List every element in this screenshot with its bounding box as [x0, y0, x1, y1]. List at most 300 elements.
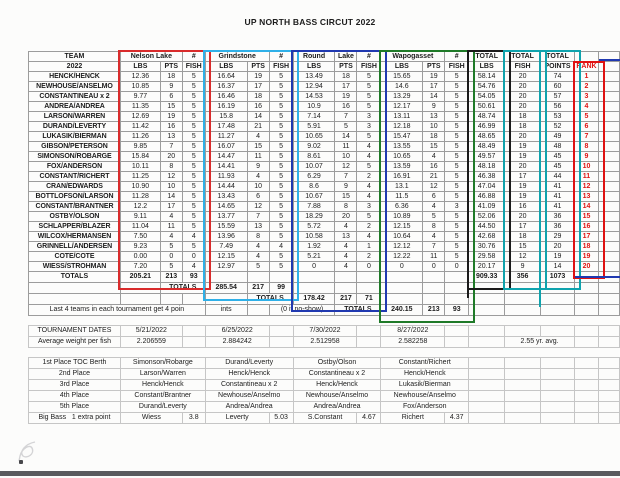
stat-cell: 5 [445, 152, 469, 162]
rank-cell: 18 [575, 242, 599, 252]
stat-cell: 41 [541, 192, 575, 202]
big-bass-name-round: S.Constant [293, 413, 357, 424]
team-name-cell: WIESS/STROHMAN [29, 262, 121, 272]
stat-cell: 7.49 [205, 242, 247, 252]
stat-cell: 16.91 [381, 172, 423, 182]
place-team: Lukasik/Bierman [381, 380, 469, 391]
place-team: Constantineau x 2 [205, 380, 293, 391]
stat-cell: 14.53 [293, 92, 335, 102]
stat-cell: 19 [423, 72, 445, 82]
stat-cell: 52 [541, 122, 575, 132]
total-points-header-1: TOTAL [541, 52, 575, 62]
stat-cell: 5 [445, 252, 469, 262]
rank-cell: 7 [575, 132, 599, 142]
stat-cell: 4 [357, 182, 381, 192]
stat-cell: 36 [541, 212, 575, 222]
round-header: Round [293, 52, 335, 62]
stat-cell: 18 [505, 232, 541, 242]
stat-cell: 16.64 [205, 72, 247, 82]
spacer-cell [598, 413, 619, 424]
stat-cell: 21 [423, 172, 445, 182]
year-header: 2022 [29, 62, 121, 72]
team-row [29, 252, 620, 262]
team-name-cell: SCHLAPPER/BLAZER [29, 222, 121, 232]
stat-cell: 15 [335, 192, 357, 202]
totals-label: TOTALS [29, 272, 121, 283]
empty-cell [541, 402, 575, 413]
stat-cell: 5 [182, 192, 205, 202]
stat-cell: 17 [505, 172, 541, 182]
round-total-fish: 71 [357, 294, 381, 305]
team-row [29, 242, 620, 252]
stat-cell: 12.15 [205, 252, 247, 262]
team-row [29, 122, 620, 132]
stat-cell: 8 [423, 222, 445, 232]
stat-cell: 20 [505, 132, 541, 142]
grindstone-header: Grindstone [205, 52, 269, 62]
round-lake-header: Lake [335, 52, 357, 62]
stat-cell: 5 [182, 202, 205, 212]
stat-cell: 15.59 [205, 222, 247, 232]
team-row [29, 182, 620, 192]
stat-cell: 41 [541, 182, 575, 192]
team-name-cell: CONSTANT/BRANTNER [29, 202, 121, 212]
stat-cell: 20 [505, 72, 541, 82]
place-label: 3rd Place [29, 380, 121, 391]
round-fish-header: FISH [357, 62, 381, 72]
stat-cell: 4 [247, 252, 269, 262]
rank-cell: 4 [575, 102, 599, 112]
grindstone-total-fish: 99 [269, 283, 293, 294]
nelson-total-fish: 93 [182, 272, 205, 283]
stat-cell: 17 [247, 82, 269, 92]
stat-cell: 5 [423, 212, 445, 222]
stat-cell: 16 [505, 202, 541, 212]
stat-cell: 5 [182, 112, 205, 122]
grindstone-totals-row [29, 283, 620, 294]
place-team: Durand/Leverty [120, 402, 205, 413]
stat-cell: 48.18 [469, 162, 505, 172]
stat-cell: 5 [445, 242, 469, 252]
spacer-cell [598, 326, 619, 337]
stat-cell: 5 [182, 142, 205, 152]
nelson-lake-header: Nelson Lake [120, 52, 182, 62]
stat-cell: 5 [269, 92, 293, 102]
stat-cell: 15 [423, 142, 445, 152]
stat-cell: 13 [160, 132, 182, 142]
stat-cell: 5 [269, 132, 293, 142]
team-name-cell: CONSTANTINEAU x 2 [29, 92, 121, 102]
spacer-cell [598, 222, 619, 232]
stat-cell: 4 [423, 232, 445, 242]
big-bass-weight-round: 4.67 [357, 413, 381, 424]
stat-cell: 10.11 [120, 162, 160, 172]
team-row [29, 132, 620, 142]
date-grindstone: 6/25/2022 [205, 326, 269, 337]
spacer-cell [598, 337, 619, 348]
rank-cell: 16 [575, 222, 599, 232]
place-team: Henck/Henck [381, 369, 469, 380]
total-fish-header-2: FISH [505, 62, 541, 72]
round-totals-row [29, 294, 620, 305]
stat-cell: 19 [541, 252, 575, 262]
grindstone-lbs-header: LBS [205, 62, 247, 72]
stat-cell: 16.37 [205, 82, 247, 92]
team-header: TEAM [29, 52, 121, 62]
stat-cell: 11.5 [381, 192, 423, 202]
stat-cell: 11.04 [120, 222, 160, 232]
rank-empty-cell [575, 358, 599, 369]
place-label: 1st Place TOC Berth [29, 358, 121, 369]
round-total-pts: 217 [335, 294, 357, 305]
place-team: Simonson/Robarge [120, 358, 205, 369]
stat-cell: 5 [357, 72, 381, 82]
stat-cell: 4 [423, 152, 445, 162]
empty-cell [469, 391, 505, 402]
stat-cell: 10.65 [293, 132, 335, 142]
spacer-cell [598, 132, 619, 142]
rank-cell: 11 [575, 172, 599, 182]
rank-cell: 9 [575, 152, 599, 162]
stat-cell: 12 [160, 172, 182, 182]
stat-cell: 7.20 [120, 262, 160, 272]
place-team: Newhouse/Anselmo [381, 391, 469, 402]
stat-cell: 5 [269, 172, 293, 182]
spacer-cell [598, 391, 619, 402]
stat-cell: 5 [357, 212, 381, 222]
spacer-cell [598, 380, 619, 391]
stat-cell: 20 [335, 212, 357, 222]
stat-cell: 10.07 [293, 162, 335, 172]
stat-cell: 5 [269, 82, 293, 92]
stat-cell: 4 [269, 242, 293, 252]
stat-cell: 10.64 [381, 232, 423, 242]
stat-cell: 14 [541, 262, 575, 272]
spacer-cell [598, 242, 619, 252]
stat-cell: 13.77 [205, 212, 247, 222]
stat-cell: 10.89 [381, 212, 423, 222]
team-row [29, 72, 620, 82]
stat-cell: 10 [160, 182, 182, 192]
stat-cell: 5 [269, 72, 293, 82]
stat-cell: 48.49 [469, 142, 505, 152]
stat-cell: 5 [269, 252, 293, 262]
stat-cell: 18 [505, 112, 541, 122]
team-row [29, 192, 620, 202]
stat-cell: 19 [505, 152, 541, 162]
stat-cell: 16 [247, 102, 269, 112]
stat-cell: 48.74 [469, 112, 505, 122]
spacer-cell [598, 162, 619, 172]
stat-cell: 45 [541, 152, 575, 162]
team-row [29, 162, 620, 172]
team-row [29, 202, 620, 212]
round-lbs-header: LBS [293, 62, 335, 72]
stat-cell: 5 [445, 222, 469, 232]
stat-cell: 8.61 [293, 152, 335, 162]
stat-cell: 4 [182, 232, 205, 242]
stat-cell: 11.26 [120, 132, 160, 142]
stat-cell: 11.93 [205, 172, 247, 182]
spacer-cell [598, 52, 619, 62]
stat-cell: 5 [445, 112, 469, 122]
stat-cell: 46.88 [469, 192, 505, 202]
stat-cell: 12.69 [120, 112, 160, 122]
stat-cell: 0 [381, 262, 423, 272]
stat-cell: 13.29 [381, 92, 423, 102]
team-name-cell: LUKASIK/BIERMAN [29, 132, 121, 142]
round-total-lbs: 178.42 [293, 294, 335, 305]
stat-cell: 9.77 [120, 92, 160, 102]
team-name-cell: CONSTANT/RICHERT [29, 172, 121, 182]
stat-cell: 5 [269, 212, 293, 222]
spacer-cell [598, 294, 619, 305]
stat-cell: 9 [335, 182, 357, 192]
wapogasset-header: Wapogasset [381, 52, 445, 62]
stat-cell: 18 [505, 122, 541, 132]
stat-cell: 3 [445, 202, 469, 212]
stat-cell: 5 [335, 122, 357, 132]
big-bass-name-nelson: Wiess [120, 413, 182, 424]
wapogasset-lbs-header: LBS [381, 62, 423, 72]
totals-label: TOTALS [335, 305, 381, 316]
team-row [29, 152, 620, 162]
stat-cell: 0 [423, 262, 445, 272]
stat-cell: 11 [423, 252, 445, 262]
stat-cell: 4 [357, 192, 381, 202]
ink-dot [19, 460, 23, 464]
spacer-cell [598, 182, 619, 192]
stat-cell: 7.50 [120, 232, 160, 242]
stat-cell: 19 [505, 182, 541, 192]
stat-cell: 5 [357, 162, 381, 172]
stat-cell: 0.00 [120, 252, 160, 262]
stat-cell: 10 [423, 122, 445, 132]
spacer-cell [598, 192, 619, 202]
stat-cell: 5 [445, 172, 469, 182]
stat-cell: 5 [182, 162, 205, 172]
spacer-cell [598, 262, 619, 272]
grindstone-pts-header: PTS [247, 62, 269, 72]
average-weight-row [29, 337, 620, 348]
stat-cell: 10 [247, 182, 269, 192]
stat-cell: 29 [541, 232, 575, 242]
stat-cell: 58.14 [469, 72, 505, 82]
stat-cell: 5 [269, 222, 293, 232]
team-row [29, 172, 620, 182]
stat-cell: 4 [247, 172, 269, 182]
spacer-cell [598, 202, 619, 212]
wapogasset-total-pts: 213 [423, 305, 445, 316]
stat-cell: 14 [247, 112, 269, 122]
rank-cell: 1 [575, 72, 599, 82]
team-name-cell: OSTBY/OLSON [29, 212, 121, 222]
stat-cell: 5 [445, 122, 469, 132]
stat-cell: 9 [505, 262, 541, 272]
team-name-cell: SIMONSON/ROBARGE [29, 152, 121, 162]
stat-cell: 1 [357, 242, 381, 252]
gap-row [29, 316, 620, 326]
stat-cell: 5 [445, 92, 469, 102]
stat-cell: 20 [541, 242, 575, 252]
place-label: 5th Place [29, 402, 121, 413]
empty-cell [505, 402, 541, 413]
stat-cell: 49.57 [469, 152, 505, 162]
total-lbs-header-1: TOTAL [469, 52, 505, 62]
empty-cell [541, 391, 575, 402]
rank-cell: 14 [575, 202, 599, 212]
stat-cell: 44.50 [469, 222, 505, 232]
stat-cell: 15 [247, 142, 269, 152]
stat-cell: 19 [335, 92, 357, 102]
points-note-overflow: ints [205, 305, 247, 316]
stat-cell: 14.47 [205, 152, 247, 162]
stat-cell: 13.1 [381, 182, 423, 192]
nelson-pts-header: PTS [160, 62, 182, 72]
place-team: Durand/Leverty [205, 358, 293, 369]
stat-cell: 5 [445, 212, 469, 222]
place-team: Newhouse/Anselmo [293, 391, 381, 402]
spacer-cell [598, 305, 619, 316]
rank-cell: 12 [575, 182, 599, 192]
stat-cell: 4 [335, 262, 357, 272]
stat-cell: 20 [505, 82, 541, 92]
stat-cell: 4 [335, 222, 357, 232]
stat-cell: 4 [357, 142, 381, 152]
place-row [29, 380, 620, 391]
stat-cell: 4 [247, 242, 269, 252]
standings-table [28, 51, 620, 424]
stat-cell: 1.92 [293, 242, 335, 252]
nelson-totals-row [29, 272, 620, 283]
empty-cell [505, 391, 541, 402]
stat-cell: 46.99 [469, 122, 505, 132]
empty-cell [469, 380, 505, 391]
place-team: Constant/Brantner [120, 391, 205, 402]
rank-empty-cell [575, 380, 599, 391]
stat-cell: 5 [182, 152, 205, 162]
stat-cell: 4 [160, 212, 182, 222]
stat-cell: 7.14 [293, 112, 335, 122]
stat-cell: 15.84 [120, 152, 160, 162]
stat-cell: 12.36 [120, 72, 160, 82]
empty-cell [541, 369, 575, 380]
stat-cell: 29.58 [469, 252, 505, 262]
team-name-cell: FOX/ANDERSON [29, 162, 121, 172]
dates-label: TOURNAMENT DATES [29, 326, 121, 337]
rank-cell: 10 [575, 162, 599, 172]
stat-cell: 13.59 [381, 162, 423, 172]
place-team: Henck/Henck [120, 380, 205, 391]
stat-cell: 6 [160, 92, 182, 102]
gap-row [29, 348, 620, 358]
team-row [29, 212, 620, 222]
stat-cell: 8 [160, 162, 182, 172]
stat-cell: 5 [182, 72, 205, 82]
stat-cell: 15 [160, 102, 182, 112]
stat-cell: 11.27 [205, 132, 247, 142]
spacer-cell [598, 152, 619, 162]
stat-cell: 5 [269, 122, 293, 132]
totals-label: TOTALS [160, 283, 205, 294]
stat-cell: 5 [269, 192, 293, 202]
team-row [29, 102, 620, 112]
stat-cell: 5 [445, 182, 469, 192]
stat-cell: 19 [505, 142, 541, 152]
avg-wapogasset: 2.582258 [381, 337, 445, 348]
rank-cell: 8 [575, 142, 599, 152]
team-name-cell: COTE/COTE [29, 252, 121, 262]
stat-cell: 6.29 [293, 172, 335, 182]
stat-cell: 10.58 [293, 232, 335, 242]
tournament-dates-row [29, 326, 620, 337]
avg-grindstone: 2.884242 [205, 337, 269, 348]
header-row-groups [29, 52, 620, 62]
stat-cell: 13.55 [381, 142, 423, 152]
stat-cell: 15.8 [205, 112, 247, 122]
stat-cell: 9 [423, 102, 445, 112]
round-fish-hash-header: # [357, 52, 381, 62]
stat-cell: 5 [269, 202, 293, 212]
wapogasset-pts-header: PTS [423, 62, 445, 72]
totals-label: TOTALS [247, 294, 293, 305]
spacer-cell [598, 102, 619, 112]
grindstone-fish-header: FISH [269, 62, 293, 72]
stat-cell: 16.19 [205, 102, 247, 112]
spacer-cell [598, 369, 619, 380]
stat-cell: 12 [423, 182, 445, 192]
nelson-total-pts: 213 [160, 272, 182, 283]
nelson-fish-hash-header: # [182, 52, 205, 62]
stat-cell: 19 [505, 192, 541, 202]
stat-cell: 12.97 [205, 262, 247, 272]
place-team: Henck/Henck [205, 369, 293, 380]
points-note: Last 4 teams in each tournament get 4 poin [29, 305, 206, 316]
stat-cell: 60 [541, 82, 575, 92]
stat-cell: 17.48 [205, 122, 247, 132]
stat-cell: 11.28 [120, 192, 160, 202]
stat-cell: 13 [423, 112, 445, 122]
stat-cell: 19 [160, 112, 182, 122]
stat-cell: 12 [505, 252, 541, 262]
stat-cell: 5 [357, 92, 381, 102]
stat-cell: 6 [247, 192, 269, 202]
stat-cell: 5 [357, 82, 381, 92]
stat-cell: 10.67 [293, 192, 335, 202]
stat-cell: 10 [335, 152, 357, 162]
stat-cell: 5 [182, 102, 205, 112]
big-bass-label [29, 413, 121, 424]
stat-cell: 54.76 [469, 82, 505, 92]
pencil-scribble [13, 440, 43, 462]
team-row [29, 262, 620, 272]
stat-cell: 74 [541, 72, 575, 82]
nelson-lbs-header: LBS [120, 62, 160, 72]
team-row [29, 142, 620, 152]
nelson-fish-header: FISH [182, 62, 205, 72]
stat-cell: 48.65 [469, 132, 505, 142]
stat-cell: 17 [160, 202, 182, 212]
place-row [29, 358, 620, 369]
rank-header-blank [575, 52, 599, 62]
stat-cell: 5 [182, 122, 205, 132]
stat-cell: 13.11 [381, 112, 423, 122]
stat-cell: 11 [335, 142, 357, 152]
stat-cell: 5 [182, 172, 205, 182]
avg-year: 2.55 yr. avg. [505, 337, 575, 348]
stat-cell: 49 [541, 132, 575, 142]
stat-cell: 20 [505, 212, 541, 222]
